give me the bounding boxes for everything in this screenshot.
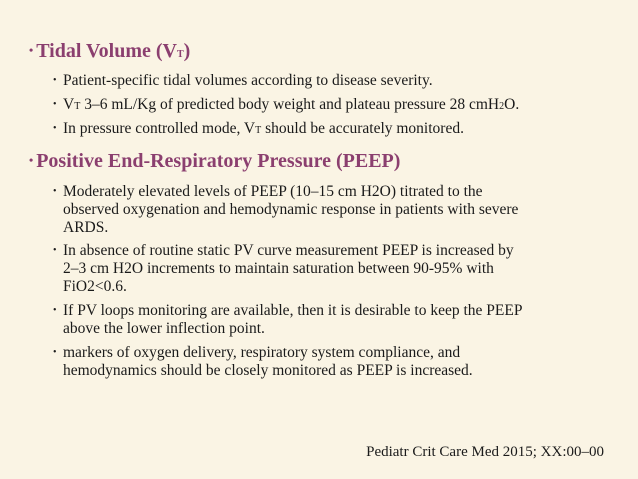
citation-footer: Pediatr Crit Care Med 2015; XX:00–00 xyxy=(366,444,604,460)
list-item-text: should be accurately monitored. xyxy=(261,120,464,137)
list-item-line: Moderately elevated levels of PEEP (10–15 cm H2O) titrated to the xyxy=(63,183,483,200)
list-item-text: In pressure controlled mode, V xyxy=(63,120,256,137)
list-item-line: observed oxygenation and hemodynamic response in patients with severe xyxy=(63,201,519,218)
list-item-line: FiO2<0.6. xyxy=(63,278,127,295)
list-item-line: ARDS. xyxy=(63,219,109,236)
subscript: T xyxy=(255,125,262,136)
list-item xyxy=(53,242,514,296)
subscript: 2 xyxy=(499,101,505,112)
sub-bullet: • xyxy=(53,347,57,358)
list-item xyxy=(53,96,520,116)
sub-bullet: • xyxy=(53,75,57,86)
heading-tidal-volume-sub: T xyxy=(176,49,184,60)
list-item-line: markers of oxygen delivery, respiratory system compliance, and xyxy=(63,344,461,361)
heading-tidal-volume-suffix: ) xyxy=(183,40,191,62)
list-item xyxy=(53,344,473,380)
list-item-line: In absence of routine static PV curve measurement PEEP is increased by xyxy=(63,242,514,259)
sub-bullet: • xyxy=(53,186,57,197)
list-item xyxy=(53,120,464,140)
heading-peep xyxy=(29,150,400,173)
list-item-text: 3–6 mL/Kg of predicted body weight and plateau pressure 28 cmH xyxy=(80,96,500,113)
sub-bullet: • xyxy=(53,99,57,110)
list-item xyxy=(53,183,519,237)
list-item-line: above the lower inflection point. xyxy=(63,320,265,337)
list-item-line: 2–3 cm H2O increments to maintain saturation between 90-95% with xyxy=(63,260,494,277)
heading-peep-text: Positive End-Respiratory Pressure (PEEP) xyxy=(36,150,401,172)
subscript: T xyxy=(74,101,81,112)
heading-tidal-volume-prefix: Tidal Volume (V xyxy=(36,40,177,62)
heading-tidal-volume xyxy=(29,40,190,63)
list-item-text: Patient-specific tidal volumes according to disease severity. xyxy=(63,72,433,89)
list-item-line: If PV loops monitoring are available, then it is desirable to keep the PEEP xyxy=(63,302,523,319)
sub-bullet: • xyxy=(53,123,57,134)
list-item xyxy=(53,72,433,90)
list-item-text: O. xyxy=(504,96,520,113)
list-item-line: hemodynamics should be closely monitored as PEEP is increased. xyxy=(63,362,473,379)
sub-bullet: • xyxy=(53,245,57,256)
sub-bullet: • xyxy=(53,305,57,316)
heading-bullet: • xyxy=(29,43,34,57)
list-item-text: V xyxy=(63,96,75,113)
list-item xyxy=(53,302,523,338)
heading-bullet: • xyxy=(29,153,34,167)
